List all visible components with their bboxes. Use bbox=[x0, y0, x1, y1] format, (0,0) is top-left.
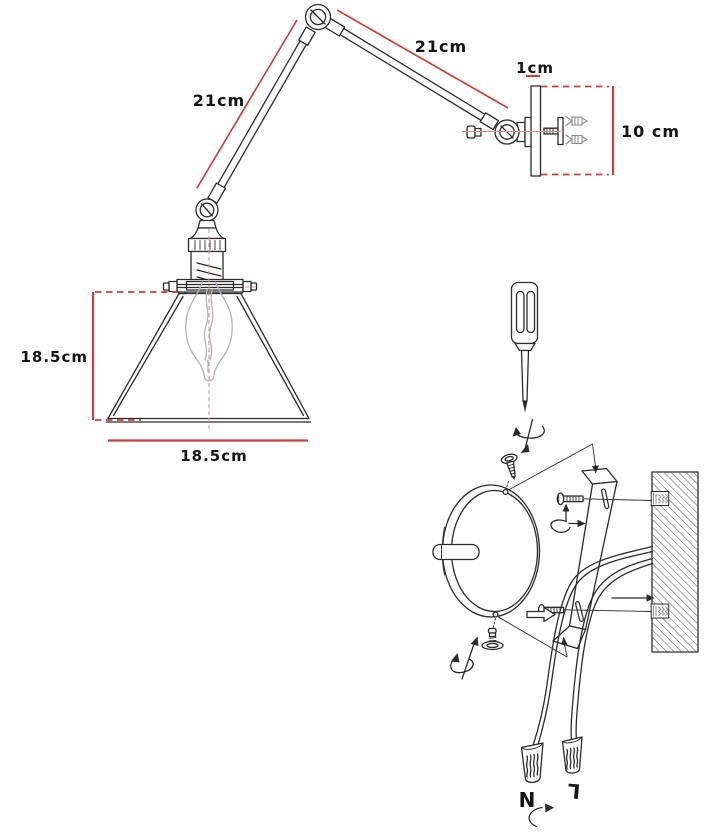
wire-live-label: L bbox=[566, 778, 582, 804]
installation-diagram bbox=[433, 283, 698, 827]
wire-neutral-label: N bbox=[518, 788, 536, 812]
shade-swivel-joint bbox=[196, 199, 218, 228]
shade-diameter-label: 18.5cm bbox=[180, 447, 248, 465]
dimension-annotations bbox=[20, 10, 680, 465]
canopy bbox=[433, 485, 540, 617]
arm-to-wall bbox=[325, 18, 499, 129]
wire-connector-neutral bbox=[522, 743, 544, 782]
rotate-arrow-icon bbox=[513, 420, 545, 454]
arm-to-wall-dimension-line bbox=[337, 10, 508, 108]
wall-lamp-drawing bbox=[107, 5, 588, 431]
plate-height-label: 10 cm bbox=[621, 122, 680, 141]
arm-to-shade bbox=[208, 27, 315, 203]
canopy-arm-stub bbox=[433, 545, 479, 560]
arm-to-wall-length-label: 21cm bbox=[414, 37, 468, 56]
canopy-screw-top bbox=[500, 453, 522, 482]
arm-to-shade-length-label: 21cm bbox=[192, 91, 246, 110]
plate-thickness-label: 1cm bbox=[516, 59, 554, 77]
canopy-screw-bottom bbox=[482, 619, 503, 650]
wire-connector-live bbox=[563, 737, 583, 773]
wall-anchor-icon bbox=[566, 135, 587, 144]
canopy-screw-hole-bottom bbox=[493, 612, 498, 617]
top-joint bbox=[306, 5, 331, 30]
canopy-screw-hole-top bbox=[503, 490, 508, 495]
push-arrow-icon bbox=[612, 594, 655, 601]
shade-fitter bbox=[164, 280, 257, 293]
rotate-arrow-icon bbox=[551, 504, 586, 533]
wall-anchor-icon bbox=[566, 117, 587, 126]
lamp-socket bbox=[189, 228, 226, 282]
shade-height-label: 18.5cm bbox=[20, 348, 88, 366]
rotate-arrow-icon bbox=[451, 637, 479, 680]
wall-section bbox=[651, 472, 698, 652]
screwdriver bbox=[512, 283, 538, 413]
